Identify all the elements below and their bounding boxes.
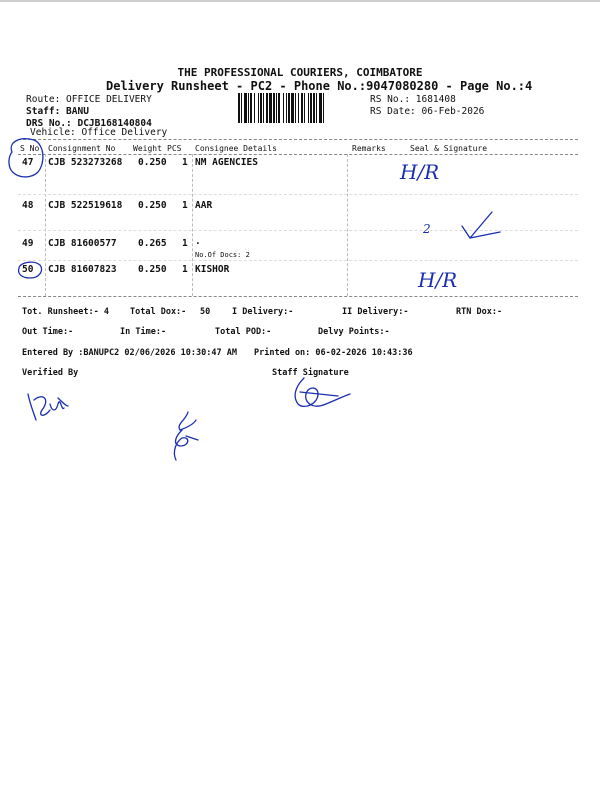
row-consignee: AAR <box>195 200 213 211</box>
handwritten-mark-50: H/R <box>418 268 458 292</box>
col-header-sno: S No <box>20 144 40 153</box>
col-header-seal: Seal & Signature <box>410 144 488 153</box>
col-header-pcs: PCS <box>167 144 182 153</box>
runsheet-subtitle: Delivery Runsheet - PC2 - Phone No.:9047080280 - Page No.:4 <box>106 79 533 93</box>
handwritten-mark-49: 2 <box>423 222 431 236</box>
row-consignee: . <box>195 236 201 247</box>
staff-signature-label: Staff Signature <box>272 368 349 378</box>
staff-label: Staff: BANU <box>26 106 89 117</box>
row-consignment: CJB 81600577 <box>48 238 117 249</box>
row-pcs: 1 <box>182 264 188 275</box>
company-name: THE PROFESSIONAL COURIERS, COIMBATORE <box>177 66 423 79</box>
row-consignee: NM AGENCIES <box>195 157 258 168</box>
row-docs-count: No.Of Docs: 2 <box>195 251 250 259</box>
row-sno: 49 <box>22 238 34 249</box>
handwritten-mark-47: H/R <box>400 160 440 184</box>
middle-signature <box>174 412 198 460</box>
row-consignment: CJB 523273268 <box>48 157 123 168</box>
total-pod: Total POD:- <box>215 327 272 337</box>
row-weight: 0.265 <box>138 238 167 249</box>
rtn-dox: RTN Dox:- <box>456 307 503 317</box>
in-time: In Time:- <box>120 327 167 337</box>
row-consignment: CJB 522519618 <box>48 200 123 211</box>
row-pcs: 1 <box>182 238 188 249</box>
staff-signature-scribble <box>295 378 350 406</box>
verified-by-signature <box>28 394 68 420</box>
tot-runsheet: Tot. Runsheet:- 4 <box>22 307 109 317</box>
col-header-consignment: Consignment No <box>48 144 116 153</box>
out-time: Out Time:- <box>22 327 74 337</box>
row-sno: 48 <box>22 200 34 211</box>
rs-number: RS No.: 1681408 <box>370 94 456 105</box>
row-weight: 0.250 <box>138 200 167 211</box>
row-weight: 0.250 <box>138 157 167 168</box>
row-consignee: KISHOR <box>195 264 230 275</box>
col-header-consignee: Consignee Details <box>195 144 277 153</box>
verified-by-label: Verified By <box>22 368 79 378</box>
entered-by: Entered By :BANUPC2 02/06/2026 10:30:47 AM <box>22 348 237 358</box>
ii-delivery: II Delivery:- <box>342 307 409 317</box>
row-weight: 0.250 <box>138 264 167 275</box>
total-dox-value: 50 <box>200 307 211 317</box>
drs-number: DRS No.: DCJB168140804 <box>26 118 152 129</box>
i-delivery: I Delivery:- <box>232 307 294 317</box>
row-sno: 47 <box>22 157 34 168</box>
total-dox-label: Total Dox:- <box>130 307 187 317</box>
col-header-weight: Weight <box>133 144 162 153</box>
row-sno: 50 <box>22 264 34 275</box>
printed-on: Printed on: 06-02-2026 10:43:36 <box>254 348 413 358</box>
col-header-remarks: Remarks <box>352 144 386 153</box>
vehicle-label: Vehicle: Office Delivery <box>30 127 168 138</box>
rs-date: RS Date: 06-Feb-2026 <box>370 106 485 117</box>
delvy-points: Delvy Points:- <box>318 327 390 337</box>
sno-50-circle <box>19 262 42 278</box>
row-pcs: 1 <box>182 200 188 211</box>
route-label: Route: OFFICE DELIVERY <box>26 94 152 105</box>
row-pcs: 1 <box>182 157 188 168</box>
sno-header-circle <box>9 139 43 177</box>
row-consignment: CJB 81607823 <box>48 264 117 275</box>
